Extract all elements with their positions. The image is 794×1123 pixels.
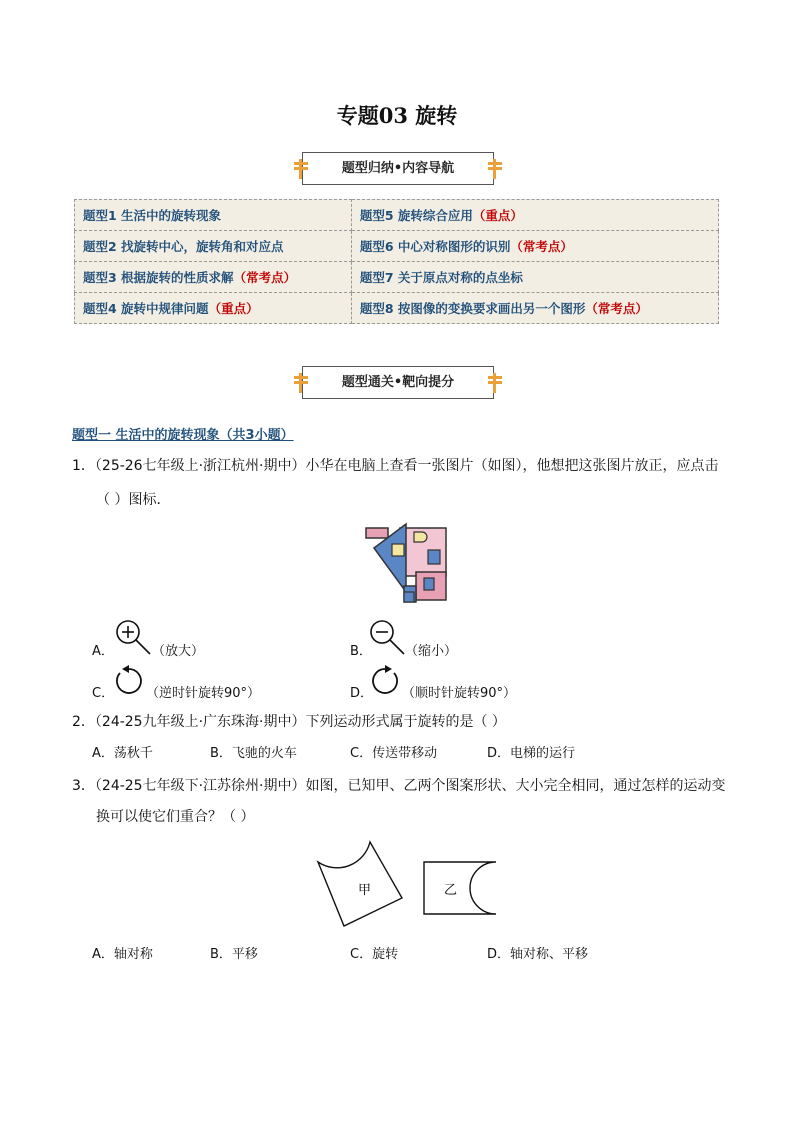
decoration-icon <box>488 376 502 390</box>
rotate-ccw-icon <box>112 664 146 698</box>
label-yi: 乙 <box>444 883 458 898</box>
practice-banner <box>302 366 494 399</box>
nav-cell[interactable]: 题型3 根据旋转的性质求解（常考点） <box>75 262 352 293</box>
option-a[interactable]: A．轴对称 <box>92 947 153 962</box>
option-c[interactable]: C． <box>92 686 115 701</box>
nav-cell[interactable]: 题型2 找旋转中心，旋转角和对应点 <box>75 231 352 262</box>
table-row <box>75 231 719 262</box>
option-b[interactable]: B． <box>350 644 372 659</box>
table-row <box>75 200 719 231</box>
shape-yi <box>424 862 496 914</box>
option-c-label: （逆时针旋转90°） <box>146 686 261 701</box>
nav-cell[interactable]: 题型7 关于原点对称的点坐标 <box>351 262 718 293</box>
decoration-icon <box>488 162 502 176</box>
nav-cell[interactable]: 题型6 中心对称图形的识别（常考点） <box>351 231 718 262</box>
option-a[interactable]: A．荡秋千 <box>92 746 153 761</box>
practice-banner-label: 题型通关•靶向提分 <box>341 375 455 390</box>
rotated-house-image <box>360 520 450 606</box>
table-row <box>75 262 719 293</box>
option-c[interactable]: C．旋转 <box>350 947 399 962</box>
zoom-in-icon <box>114 618 154 658</box>
label-jia: 甲 <box>358 883 372 898</box>
decoration-icon <box>294 162 308 176</box>
option-c[interactable]: C．传送带移动 <box>350 746 438 761</box>
option-a-label: （放大） <box>152 644 205 659</box>
nav-cell[interactable]: 题型4 旋转中规律问题（重点） <box>75 293 352 324</box>
option-d[interactable]: D．电梯的运行 <box>487 746 576 761</box>
option-a[interactable]: A． <box>92 644 114 659</box>
page-title: 专题03 旋转 <box>336 103 458 128</box>
option-d[interactable]: D．轴对称、平移 <box>487 947 589 962</box>
question-3-text-2: 换可以使它们重合？（ ） <box>96 809 255 825</box>
table-row <box>75 293 719 324</box>
option-d[interactable]: D． <box>350 686 374 701</box>
nav-cell[interactable]: 题型5 旋转综合应用（重点） <box>351 200 718 231</box>
question-1-text: 1．（25-26七年级上·浙江杭州·期中）小华在电脑上查看一张图片（如图），他想把这张图片放正，应点击 <box>72 458 719 474</box>
question-2-text: 2．（24-25九年级上·广东珠海·期中）下列运动形式属于旋转的是（ ） <box>72 714 506 730</box>
topic-nav-table <box>74 199 719 324</box>
option-b[interactable]: B．平移 <box>210 947 258 962</box>
rotate-cw-icon <box>368 664 402 698</box>
zoom-out-icon <box>368 618 408 658</box>
nav-cell[interactable]: 题型1 生活中的旋转现象 <box>75 200 352 231</box>
decoration-icon <box>294 376 308 390</box>
option-d-label: （顺时针旋转90°） <box>402 686 517 701</box>
nav-banner <box>302 152 494 185</box>
section-title[interactable]: 题型一 生活中的旋转现象（共3小题） <box>72 428 294 443</box>
option-b-label: （缩小） <box>405 644 458 659</box>
question-3-text: 3．（24-25七年级下·江苏徐州·期中）如图，已知甲、乙两个图案形状、大小完全相同，通过怎样的运动变 <box>72 778 726 794</box>
shapes-figure <box>310 836 510 936</box>
option-b[interactable]: B．飞驰的火车 <box>210 746 297 761</box>
question-1-text-2: （ ）图标． <box>96 492 171 508</box>
nav-cell[interactable]: 题型8 按图像的变换要求画出另一个图形（常考点） <box>351 293 718 324</box>
nav-banner-label: 题型归纳•内容导航 <box>341 161 455 176</box>
